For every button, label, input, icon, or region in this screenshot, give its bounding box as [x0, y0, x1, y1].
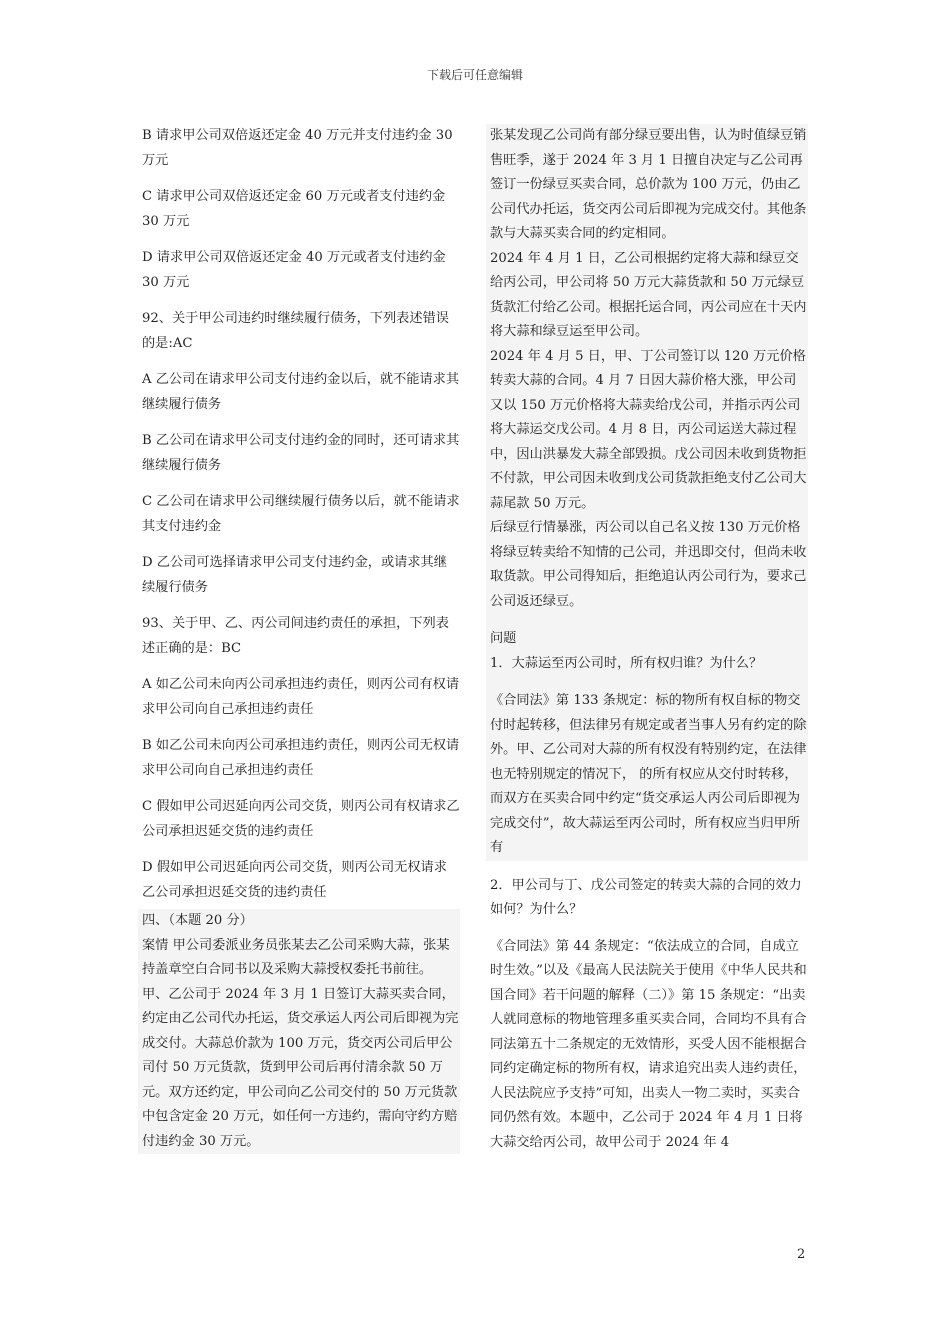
page-header: 下载后可任意编辑: [426, 68, 523, 82]
option-93-b: B 如乙公司未向丙公司承担违约责任，则丙公司无权请求甲公司向自己承担违约责任: [142, 738, 460, 778]
left-column: [142, 124, 460, 1154]
right-column: [490, 124, 808, 1155]
option-91-c: C 请求甲公司双倍返还定金 60 万元或者支付违约金 30 万元: [142, 189, 446, 229]
option-92-a: A 乙公司在请求甲公司支付违约金以后，就不能请求其继续履行债务: [142, 372, 460, 412]
case-paragraph: 后绿豆行情暴涨，丙公司以自己名义按 130 万元价格将绿豆转卖给不知情的己公司，并迅即交付，但尚未收取货款。甲公司得知后，拒绝追认丙公司行为，要求己公司返还绿豆。: [490, 520, 807, 609]
case-paragraph: 2024 年 4 月 1 日，乙公司根据约定将大蒜和绿豆交给丙公司，甲公司将 50 万元大蒜货款和 50 万元绿豆货款汇付给乙公司。根据托运合同，丙公司应在十天内将大蒜和绿豆运至甲公司。: [490, 250, 807, 339]
section-4-title: 四、（本题 20 分）: [142, 913, 253, 928]
case-intro: 案情 甲公司委派业务员张某去乙公司采购大蒜，张某持盖章空白合同书以及采购大蒜授权委托书前往。: [142, 937, 450, 977]
option-92-b: B 乙公司在请求甲公司支付违约金的同时，还可请求其继续履行债务: [142, 433, 460, 473]
option-91-b: B 请求甲公司双倍返还定金 40 万元并支付违约金 30 万元: [142, 128, 453, 168]
option-93-a: A 如乙公司未向丙公司承担违约责任，则丙公司有权请求甲公司向自己承担违约责任: [142, 677, 460, 717]
case-paragraph: 张某发现乙公司尚有部分绿豆要出售，认为时值绿豆销售旺季，遂于 2024 年 3 月 1 日擅自决定与乙公司再签订一份绿豆买卖合同，总价款为 100 万元，仍由乙公司代办托运，货交丙公司后即视为完成交付。其他条款与大蒜买卖合同的约定相同。: [490, 128, 807, 241]
case-paragraph: 2024 年 4 月 5 日，甲、丁公司签订以 120 万元价格转卖大蒜的合同。4 月 7 日因大蒜价格大涨，甲公司又以 150 万元价格将大蒜卖给戊公司，并指示丙公司将大蒜运交戊公司。4 月 8 日，丙公司运送大蒜过程中，因山洪暴发大蒜全部毁损。戊公司因未收到货物拒不付款，甲公司因未收到戊公司货款拒绝支付乙公司大蒜尾款 50 万元。: [490, 348, 807, 511]
question-92-stem: 92、关于甲公司违约时继续履行债务，下列表述错误的是:AC: [142, 311, 449, 351]
question-heading: 问题: [490, 631, 517, 646]
answer-1: 《合同法》第 133 条规定：标的物所有权自标的物交付时起转移，但法律另有规定或者当事人另有约定的除外。甲、乙公司对大蒜的所有权没有特别约定，在法律也无特别规定的情况下， 的所有权应从交付时转移，而双方在买卖合同中约定“货交承运人丙公司后即视为完成交付”，故大蒜运至丙公司时，所有权应当归甲所有: [490, 693, 807, 855]
option-93-d: D 假如甲公司迟延向丙公司交货，则丙公司无权请求乙公司承担迟延交货的违约责任: [142, 860, 447, 900]
option-92-d: D 乙公司可选择请求甲公司支付违约金，或请求其继续履行债务: [142, 555, 447, 595]
case-continuation-block: [486, 124, 808, 861]
option-91-d: D 请求甲公司双倍返还定金 40 万元或者支付违约金 30 万元: [142, 250, 446, 290]
case-paragraph: 甲、乙公司于 2024 年 3 月 1 日签订大蒜买卖合同，约定由乙公司代办托运，货交承运人丙公司后即视为完成交付。大蒜总价款为 100 万元，货交丙公司后甲公司付 50 万元货款，货到甲公司后再付清余款 50 万元。双方还约定，甲公司向乙公司交付的 50 万元货款中包含定金 20 万元，如任何一方违约，需向守约方赔付违约金 30 万元。: [142, 986, 459, 1149]
answer-2: 《合同法》第 44 条规定：“依法成立的合同，自成立时生效。”以及《最高人民法院关于使用《中华人民共和国合同》若干问题的解释（二）》第 15 条规定：“出卖人就同意标的物地管理多重买卖合同，合同均不具有合同法第五十二条规定的无效情形，买受人因不能根据合同约定确定标的物所有权，请求追究出卖人违约责任，人民法院应予支持”可知，出卖人一物二卖时，买卖合同仍然有效。本题中，乙公司于 2024 年 4 月 1 日将大蒜交给丙公司，故甲公司于 2024 年 4: [490, 938, 807, 1150]
question-1: 1．大蒜运至丙公司时，所有权归谁？为什么？: [490, 655, 763, 671]
case-block: [138, 909, 460, 1154]
option-93-c: C 假如甲公司迟延向丙公司交货，则丙公司有权请求乙公司承担迟延交货的违约责任: [142, 799, 460, 839]
question-93-stem: 93、关于甲、乙、丙公司间违约责任的承担，下列表述正确的是：BC: [142, 616, 449, 656]
option-92-c: C 乙公司在请求甲公司继续履行债务以后，就不能请求其支付违约金: [142, 494, 460, 534]
question-2: 2．甲公司与丁、戊公司签定的转卖大蒜的合同的效力如何？为什么？: [490, 877, 802, 917]
page-number: 2: [797, 1247, 806, 1262]
